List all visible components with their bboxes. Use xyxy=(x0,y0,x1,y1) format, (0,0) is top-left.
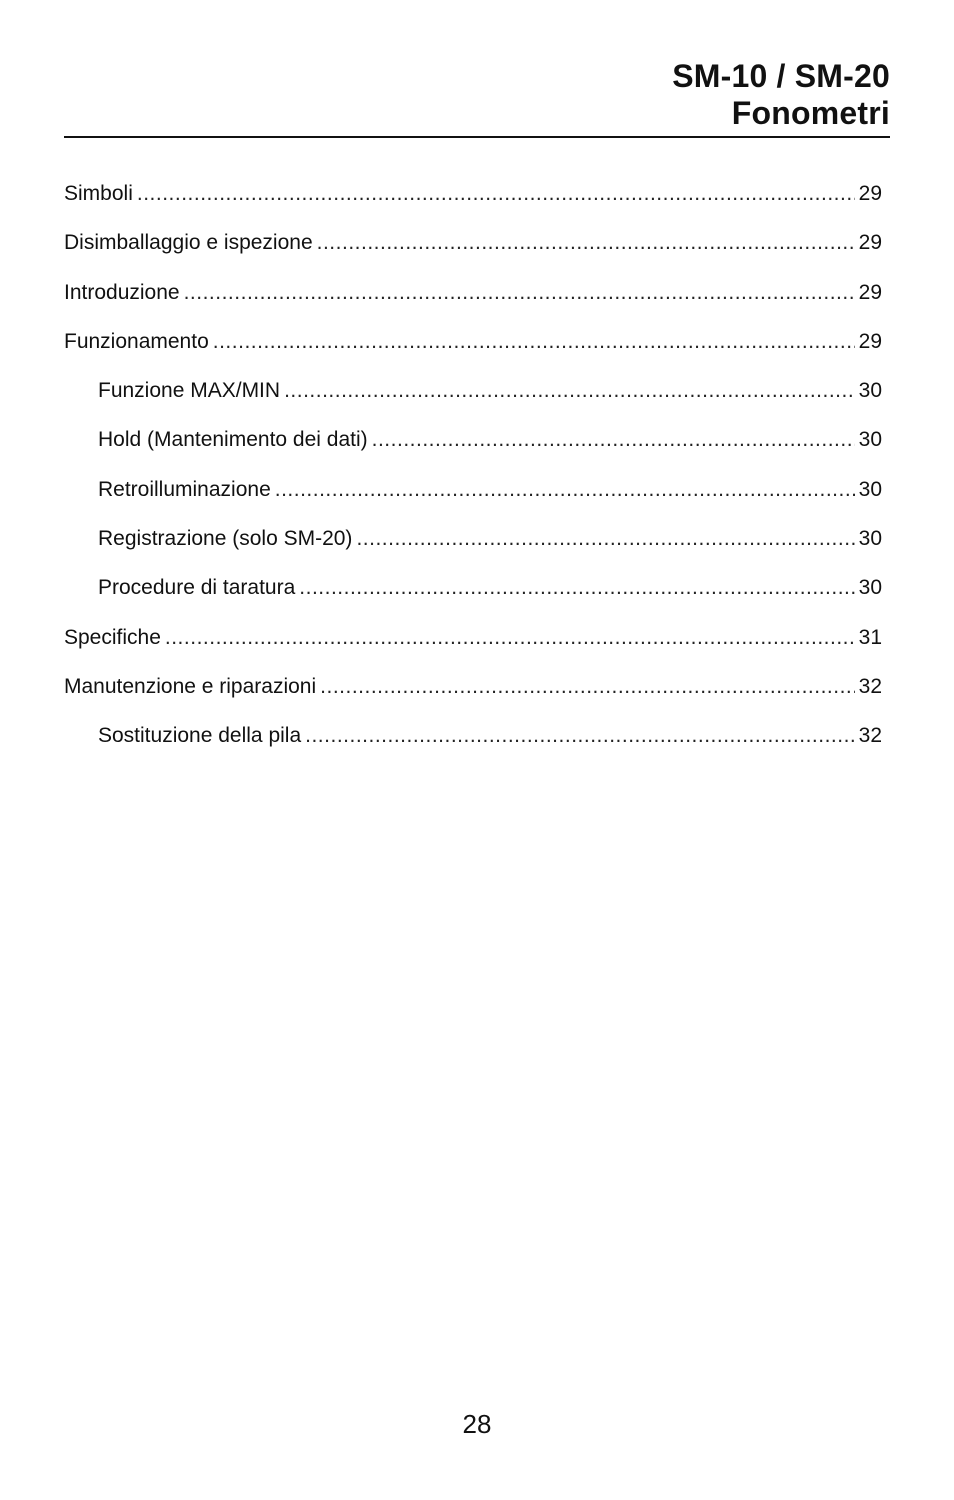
table-of-contents xyxy=(64,176,882,768)
toc-entry-disimballaggio[interactable] xyxy=(64,225,882,274)
toc-entry-label: Sostituzione della pila xyxy=(98,724,302,748)
toc-entry-label: Disimballaggio e ispezione xyxy=(64,231,313,255)
page-number: 28 xyxy=(462,1409,492,1439)
toc-dot-leader xyxy=(372,422,855,458)
toc-dot-leader xyxy=(184,275,855,311)
toc-entry-page: 30 xyxy=(858,527,882,551)
toc-entry-label: Funzionamento xyxy=(64,329,209,353)
toc-entry-page: 32 xyxy=(858,724,882,748)
toc-entry-manutenzione[interactable] xyxy=(64,669,882,718)
toc-dot-leader xyxy=(284,373,855,409)
toc-entry-funzionamento[interactable] xyxy=(64,324,882,373)
toc-dot-leader xyxy=(165,620,855,656)
toc-entry-page: 31 xyxy=(858,625,882,649)
toc-dot-leader xyxy=(305,718,855,754)
toc-entry-sostituzione-pila[interactable] xyxy=(64,718,882,767)
toc-entry-page: 29 xyxy=(858,280,882,304)
toc-entry-label: Manutenzione e riparazioni xyxy=(64,674,317,698)
toc-dot-leader xyxy=(213,324,855,360)
toc-entry-funzione-max-min[interactable] xyxy=(64,373,882,422)
toc-entry-label: Hold (Mantenimento dei dati) xyxy=(98,428,368,452)
toc-entry-simboli[interactable] xyxy=(64,176,882,225)
header-divider xyxy=(64,136,890,138)
toc-entry-introduzione[interactable] xyxy=(64,275,882,324)
toc-entry-label: Simboli xyxy=(64,182,133,205)
toc-entry-page: 29 xyxy=(858,329,882,353)
toc-entry-registrazione[interactable] xyxy=(64,521,882,570)
toc-entry-hold[interactable] xyxy=(64,422,882,471)
toc-dot-leader xyxy=(320,669,854,705)
toc-entry-label: Retroilluminazione xyxy=(98,477,271,501)
toc-entry-procedure-taratura[interactable] xyxy=(64,570,882,619)
toc-entry-page: 29 xyxy=(858,182,882,205)
toc-entry-label: Funzione MAX/MIN xyxy=(98,379,281,403)
toc-dot-leader xyxy=(317,225,855,261)
toc-entry-page: 30 xyxy=(858,428,882,452)
toc-dot-leader xyxy=(275,472,855,508)
toc-dot-leader xyxy=(299,570,854,606)
toc-entry-page: 30 xyxy=(858,379,882,403)
document-title-model: SM-10 / SM-20 xyxy=(672,58,890,94)
toc-dot-leader xyxy=(137,176,855,212)
document-title-product: Fonometri xyxy=(731,95,890,131)
toc-entry-page: 30 xyxy=(858,477,882,501)
toc-entry-label: Introduzione xyxy=(64,280,180,304)
toc-entry-specifiche[interactable] xyxy=(64,620,882,669)
toc-entry-retroilluminazione[interactable] xyxy=(64,472,882,521)
toc-entry-label: Registrazione (solo SM-20) xyxy=(98,527,353,551)
toc-entry-page: 29 xyxy=(858,231,882,255)
toc-entry-page: 30 xyxy=(858,576,882,600)
toc-dot-leader xyxy=(356,521,854,557)
toc-entry-label: Specifiche xyxy=(64,625,161,649)
page-header xyxy=(64,58,890,132)
toc-entry-page: 32 xyxy=(858,674,882,698)
toc-entry-label: Procedure di taratura xyxy=(98,576,296,600)
